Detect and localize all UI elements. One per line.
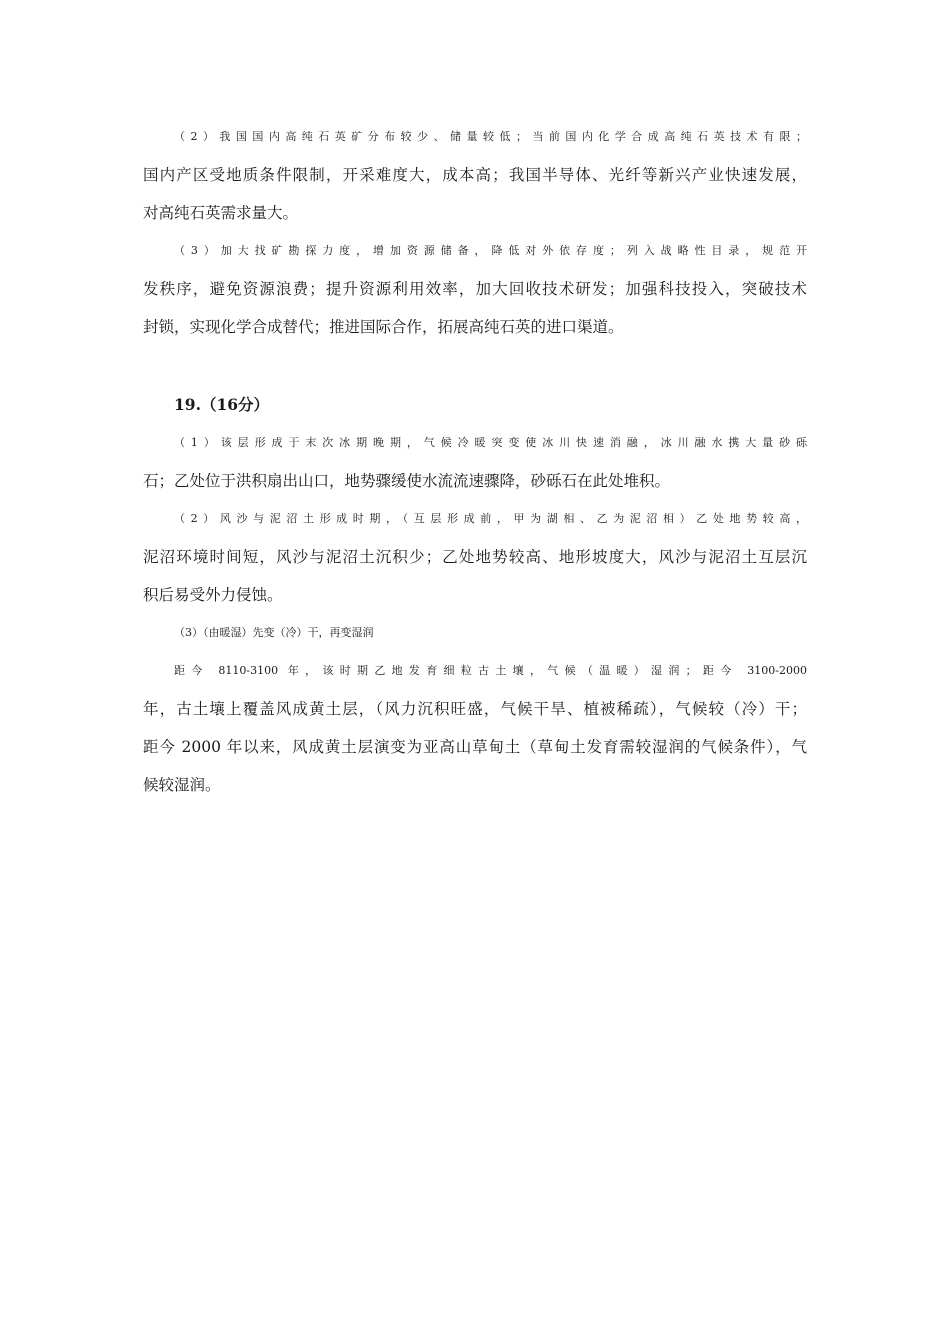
text-line: （2）我国国内高纯石英矿分布较少、储量较低；当前国内化学合成高纯石英技术有限；	[174, 130, 807, 143]
text-line: （3）加大找矿勘探力度，增加资源储备，降低对外依存度；列入战略性目录，规范开	[174, 244, 807, 257]
text-line: 泥沼环境时间短，风沙与泥沼土沉积少；乙处地势较高、地形坡度大，风沙与泥沼土互层沉	[143, 548, 807, 566]
text-line: （1）该层形成于末次冰期晚期，气候冷暖突变使冰川快速消融，冰川融水携大量砂砾	[174, 436, 807, 449]
q18-part3-paragraph	[143, 232, 807, 346]
answer-page	[143, 118, 807, 804]
text-line: 候较湿润。	[143, 776, 221, 794]
text-line: （2）风沙与泥沼土形成时期，（互层形成前，甲为湖相、乙为泥沼相）乙处地势较高，	[174, 512, 807, 525]
q19-part1-paragraph	[143, 424, 807, 500]
q19-heading: 19.（16分）	[174, 395, 270, 414]
text-line: 国内产区受地质条件限制，开采难度大，成本高；我国半导体、光纤等新兴产业快速发展，	[143, 166, 807, 184]
q18-part2-paragraph	[143, 118, 807, 232]
text-line: 距今 2000 年以来，风成黄土层演变为亚高山草甸土（草甸土发育需较湿润的气候条件），气	[143, 738, 807, 756]
text-line: 距今 8110-3100 年，该时期乙地发育细粒古土壤，气候（温暖）湿润；距今 3100-2000	[174, 664, 807, 677]
text-line: 发秩序，避免资源浪费；提升资源利用效率，加大回收技术研发；加强科技投入，突破技术	[143, 280, 807, 298]
text-line: 封锁，实现化学合成替代；推进国际合作，拓展高纯石英的进口渠道。	[143, 318, 624, 336]
q19-part2-paragraph	[143, 500, 807, 614]
q19-part3-paragraph	[143, 614, 807, 652]
text-line: 石；乙处位于洪积扇出山口，地势骤缓使水流流速骤降，砂砾石在此处堆积。	[143, 472, 671, 490]
section-gap	[143, 346, 807, 386]
text-line: （3）（由暖湿）先变（冷）干，再变湿润	[174, 626, 374, 639]
text-line: 积后易受外力侵蚀。	[143, 586, 283, 604]
text-line: 对高纯石英需求量大。	[143, 204, 299, 222]
text-line: 年，古土壤上覆盖风成黄土层，（风力沉积旺盛，气候干旱、植被稀疏），气候较（冷）干；	[143, 700, 807, 718]
q19-part3-explanation	[143, 652, 807, 804]
